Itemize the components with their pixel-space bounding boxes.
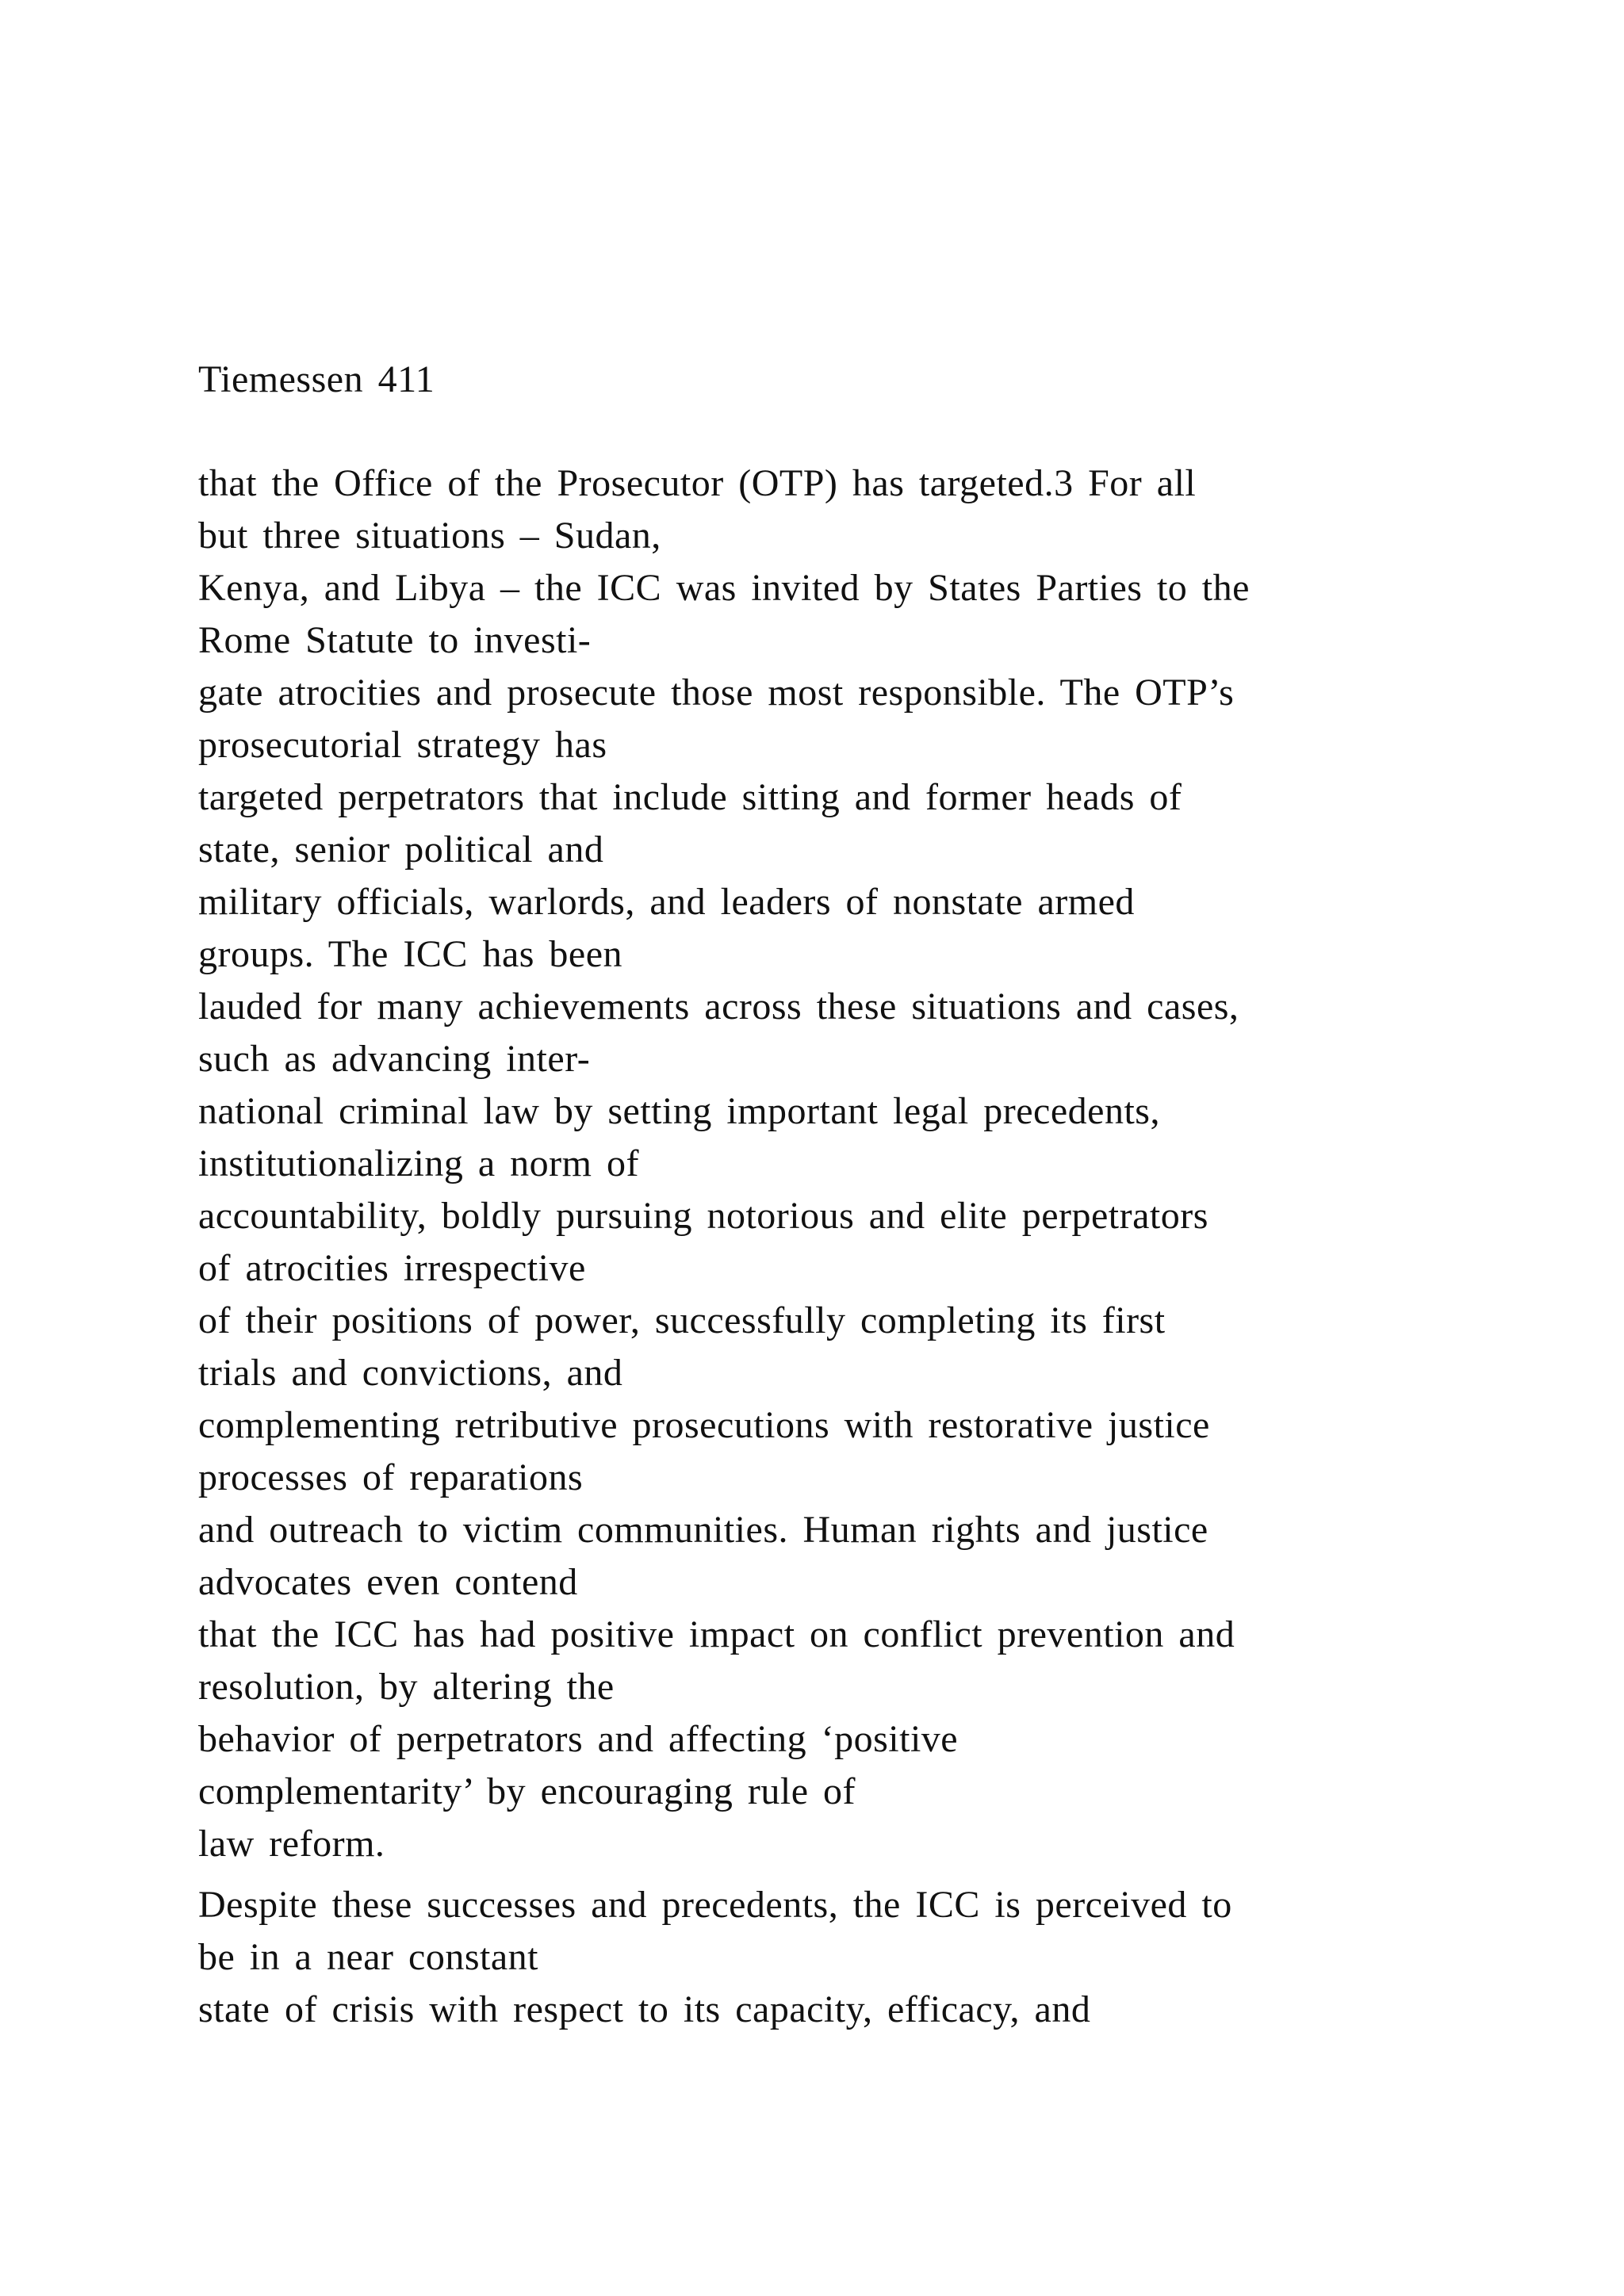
paragraph-line: lauded for many achievements across these situations and cases,: [198, 985, 1239, 1027]
paragraph-line: prosecutorial strategy has: [198, 724, 607, 766]
paragraph-line: resolution, by altering the: [198, 1666, 615, 1708]
paragraph-2: [198, 1879, 1546, 2036]
paragraph-line: such as advancing inter-: [198, 1038, 591, 1080]
paragraph-line: accountability, boldly pursuing notorious and elite perpetrators: [198, 1195, 1208, 1237]
paragraph-line: behavior of perpetrators and affecting ‘positive: [198, 1718, 959, 1760]
paragraph-line: Despite these successes and precedents, the ICC is perceived to: [198, 1884, 1232, 1926]
paragraph-line: trials and convictions, and: [198, 1352, 623, 1394]
paragraph-line: national criminal law by setting important legal precedents,: [198, 1090, 1160, 1132]
paragraph-line: Rome Statute to investi-: [198, 619, 592, 661]
paragraph-line: of their positions of power, successfully completing its first: [198, 1299, 1166, 1341]
paragraph-line: state of crisis with respect to its capacity, efficacy, and: [198, 1988, 1091, 2030]
paragraph-line: targeted perpetrators that include sitting and former heads of: [198, 776, 1182, 818]
paragraph-line: advocates even contend: [198, 1561, 578, 1603]
paragraph-line: institutionalizing a norm of: [198, 1142, 639, 1184]
paragraph-line: state, senior political and: [198, 828, 604, 871]
paragraph-line: complementarity’ by encouraging rule of: [198, 1770, 856, 1812]
paragraph-line: complementing retributive prosecutions with restorative justice: [198, 1404, 1210, 1446]
paragraph-line: that the ICC has had positive impact on conflict prevention and: [198, 1613, 1235, 1655]
paragraph-line: and outreach to victim communities. Human rights and justice: [198, 1509, 1208, 1551]
paragraph-line: groups. The ICC has been: [198, 933, 623, 975]
paragraph-line: processes of reparations: [198, 1456, 584, 1498]
paragraph-line: but three situations – Sudan,: [198, 515, 661, 557]
paragraph-line: gate atrocities and prosecute those most responsible. The OTP’s: [198, 672, 1235, 714]
paragraph-line: law reform.: [198, 1823, 385, 1865]
running-head: [198, 354, 1546, 406]
paragraph-line: be in a near constant: [198, 1936, 538, 1978]
paragraph-line: Kenya, and Libya – the ICC was invited by States Parties to the: [198, 567, 1250, 609]
paragraph-line: military officials, warlords, and leaders of nonstate armed: [198, 881, 1135, 923]
paragraph-line: of atrocities irrespective: [198, 1247, 586, 1289]
paragraph-1: [198, 457, 1546, 1870]
running-head-text: Tiemessen 411: [198, 358, 435, 400]
paragraph-line: that the Office of the Prosecutor (OTP) has targeted.3 For all: [198, 462, 1197, 504]
